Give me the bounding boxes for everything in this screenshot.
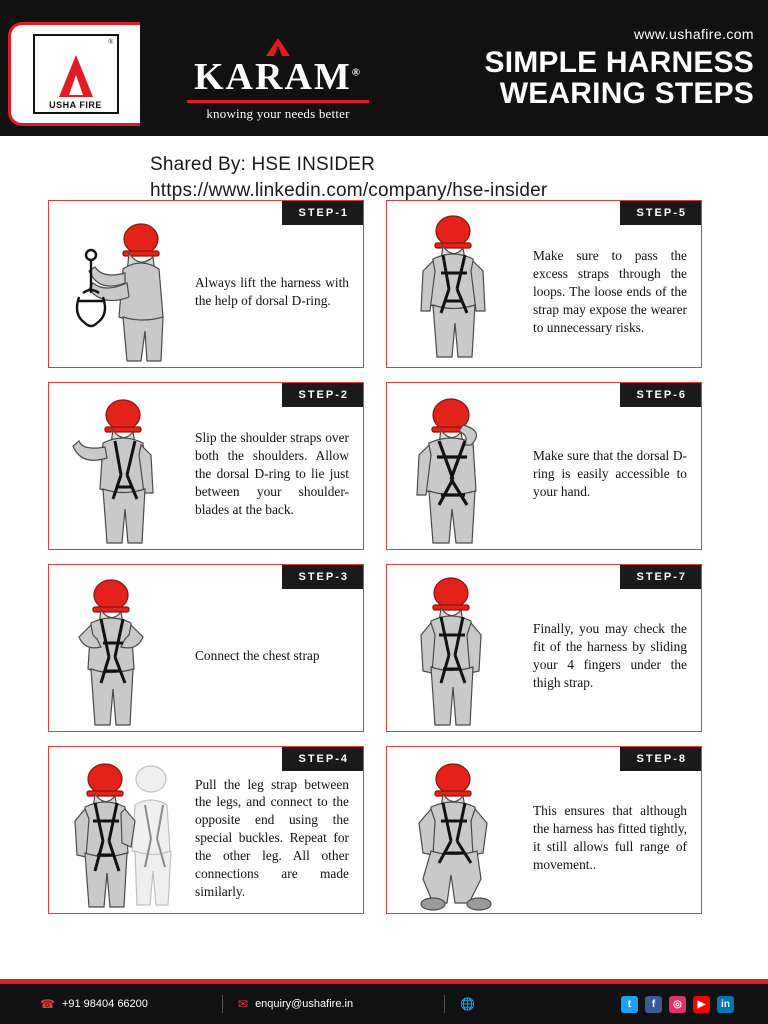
step-badge: STEP-3 [282, 565, 363, 589]
step-card [386, 564, 702, 732]
page-footer [0, 984, 768, 1024]
shared-by-text: Shared By: HSE INSIDER [150, 154, 376, 175]
step-figure-5 [387, 201, 527, 367]
step-text: Connect the chest strap [195, 648, 320, 664]
step-text: Finally, you may check the fit of the harness by sliding your 4 fingers under the thigh strap. [533, 621, 687, 690]
step-card [48, 746, 364, 914]
footer-email-text: enquiry@ushafire.in [255, 998, 354, 1010]
instagram-icon[interactable]: ◎ [669, 996, 686, 1013]
youtube-icon[interactable]: ▶ [693, 996, 710, 1013]
footer-email[interactable] [238, 997, 353, 1011]
steps-grid [0, 200, 768, 914]
header-website: www.ushafire.com [634, 26, 754, 42]
step-badge: STEP-8 [620, 747, 701, 771]
header-right [424, 26, 754, 109]
page-title-line1: SIMPLE HARNESS [484, 46, 754, 79]
step-text: This ensures that although the harness has fitted tightly, it still allows full range of movement.. [533, 803, 687, 872]
karam-tagline: knowing your needs better [206, 106, 350, 121]
share-overlay [150, 152, 547, 203]
twitter-icon[interactable]: t [621, 996, 638, 1013]
step-badge: STEP-2 [282, 383, 363, 407]
mail-icon: ✉ [238, 997, 249, 1011]
step-figure-3 [49, 565, 189, 731]
step-text: Slip the shoulder straps over both the shoulders. Allow the dorsal D-ring to lie just between your shoulder-blades at the back. [195, 430, 349, 517]
step-badge: STEP-6 [620, 383, 701, 407]
step-badge: STEP-7 [620, 565, 701, 589]
step-card [386, 382, 702, 550]
footer-divider [444, 995, 445, 1013]
footer-phone[interactable] [40, 997, 148, 1011]
step-figure-7 [387, 565, 527, 731]
karam-wordmark-text: KARAM [194, 56, 352, 98]
step-card [48, 382, 364, 550]
step-figure-4 [49, 747, 189, 913]
step-badge: STEP-1 [282, 201, 363, 225]
usha-fire-logo-frame [33, 34, 119, 114]
karam-divider [187, 100, 369, 103]
globe-icon: 🌐 [460, 997, 475, 1011]
footer-web[interactable] [460, 997, 475, 1011]
step-card [48, 200, 364, 368]
step-text: Make sure that the dorsal D-ring is easily accessible to your hand. [533, 448, 687, 499]
step-card [48, 564, 364, 732]
step-figure-6 [387, 383, 527, 549]
page-header [0, 0, 768, 136]
step-card [386, 746, 702, 914]
usha-fire-logo-text: USHA FIRE [49, 100, 102, 110]
facebook-icon[interactable]: f [645, 996, 662, 1013]
footer-phone-text: +91 98404 66200 [61, 998, 148, 1010]
karam-brand [168, 38, 388, 122]
linkedin-icon[interactable]: in [717, 996, 734, 1013]
step-figure-8 [387, 747, 527, 913]
page-title-line2: WEARING STEPS [499, 76, 754, 110]
karam-registered-icon: ® [351, 66, 362, 79]
step-card [386, 200, 702, 368]
usha-fire-logo [8, 22, 140, 126]
karam-wordmark [168, 58, 388, 96]
flame-icon [59, 55, 93, 97]
registered-mark-icon: ® [108, 38, 114, 46]
step-badge: STEP-4 [282, 747, 363, 771]
karam-triangle-icon [266, 38, 290, 56]
step-figure-2 [49, 383, 189, 549]
footer-divider [222, 995, 223, 1013]
profile-url-text: https://www.linkedin.com/company/hse-insider [150, 179, 548, 201]
step-badge: STEP-5 [620, 201, 701, 225]
step-figure-1 [49, 201, 189, 367]
step-text: Pull the leg strap between the legs, and connect to the opposite end using the special buckles. Repeat for the other leg. All other connections are made similarly. [195, 776, 349, 899]
phone-icon: ☎ [40, 997, 55, 1011]
footer-socials [621, 996, 734, 1013]
step-text: Make sure to pass the excess straps through the loops. The loose ends of the strap may expose the wearer to unnecessary risks. [533, 248, 687, 335]
step-text: Always lift the harness with the help of dorsal D-ring. [195, 275, 349, 308]
